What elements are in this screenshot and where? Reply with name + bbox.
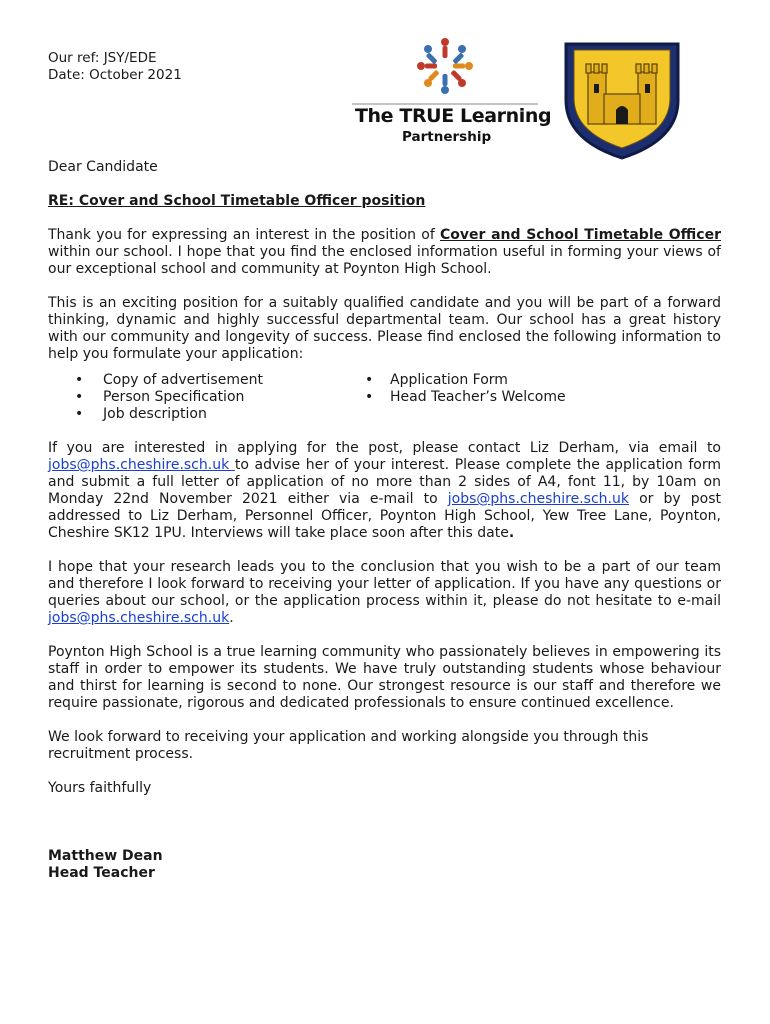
position-title: Cover and School Timetable Officer	[440, 227, 721, 243]
paragraph-closing: We look forward to receiving your application and working alongside you through this recruitment process.	[48, 729, 649, 762]
reference-block	[48, 50, 182, 84]
paragraph-community: Poynton High School is a true learning community who passionately believes in empowering its staff in order to empower its students. We have truly outstanding students whose behaviour and thirst for learning is second to none. Our strongest resource is our staff and therefore we require passionate, rigorous and dedicated professionals to ensure continued excellence.	[48, 644, 721, 711]
closing-salutation: Yours faithfully	[48, 780, 152, 796]
paragraph-position: This is an exciting position for a suitably qualified candidate and you will be part of a forward thinking, dynamic and highly successful departmental team. Our school has a great history with our community and longevity of success. Please find enclosed the following information to help you formulate your application:	[48, 295, 721, 362]
our-ref: Our ref: JSY/EDE	[48, 50, 157, 66]
list-item: • Job description	[48, 406, 365, 423]
email-link[interactable]: jobs@phs.cheshire.sch.uk	[48, 610, 230, 626]
letter-date: Date: October 2021	[48, 67, 182, 83]
letter-body	[48, 159, 721, 882]
list-item: • Copy of advertisement	[48, 372, 365, 389]
email-link[interactable]: jobs@phs.cheshire.sch.uk	[48, 457, 235, 473]
school-crest-icon	[560, 38, 684, 162]
greeting: Dear Candidate	[48, 159, 158, 175]
signature-block	[48, 848, 721, 882]
list-item: • Application Form	[365, 372, 566, 389]
email-link[interactable]: jobs@phs.cheshire.sch.uk	[447, 491, 629, 507]
list-item: • Person Specification	[48, 389, 365, 406]
signatory-title: Head Teacher	[48, 865, 155, 881]
paragraph-apply: If you are interested in applying for the post, please contact Liz Derham, via email to jobs@phs.cheshire.sch.uk to advise her of your interest. Please complete the application form and submit a full letter of application of no more than 2 sides of A4, font 11, by 10am on Monday 22nd November 2021 either via e-mail to jobs@phs.cheshire.sch.uk or by post addressed to Liz Derham, Personnel Officer, Poynton High School, Yew Tree Lane, Poynton, Cheshire SK12 1PU. Interviews will take place soon after this date.	[48, 440, 721, 541]
enclosures-right	[365, 372, 566, 423]
enclosures-list	[48, 372, 721, 423]
partnership-name: The TRUE Learning	[355, 105, 552, 127]
figure-ring	[417, 38, 473, 94]
enclosures-left	[48, 372, 365, 423]
partnership-subtitle: Partnership	[402, 129, 492, 145]
paragraph-hope: I hope that your research leads you to the conclusion that you wish to be a part of our team and therefore I look forward to receiving your letter of application. If you have any questions or queries about our school, or the application process within it, please do not hesitate to e-mail jobs@phs.cheshire.sch.uk.	[48, 559, 721, 626]
list-item: • Head Teacher’s Welcome	[365, 389, 566, 406]
signatory-name: Matthew Dean	[48, 848, 163, 864]
paragraph-intro: Thank you for expressing an interest in the position of Cover and School Timetable Officer within our school. I hope that you find the enclosed information useful in forming your views of our exceptional school and community at Poynton High School.	[48, 227, 721, 277]
subject-line: RE: Cover and School Timetable Officer position	[48, 193, 426, 209]
